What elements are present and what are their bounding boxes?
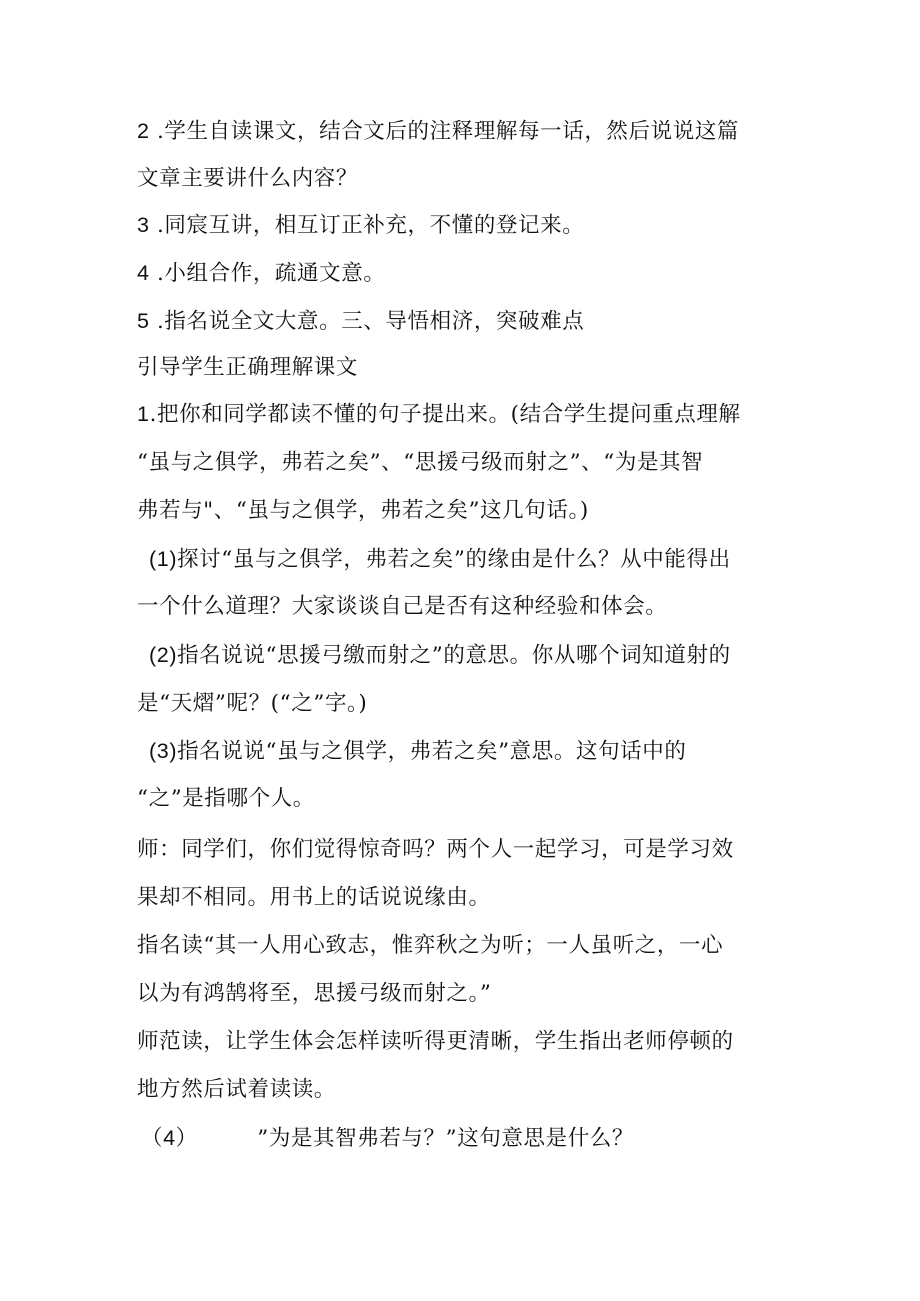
line-text: 一个什么道理？大家谈谈自己是否有这种经验和体会。: [137, 594, 668, 619]
paragraph-line: [137, 596, 667, 618]
paragraph-line: [137, 168, 358, 190]
paragraph-line: [137, 215, 584, 237]
line-text: .指名说全文大意。三、导悟相济，突破难点: [149, 309, 585, 334]
line-text: .同宸互讲，相互订正补充，不懂的登记来。: [149, 213, 585, 238]
line-text: 指名说说“思援弓缴而射之”的意思。你从哪个词知道射的: [177, 643, 731, 668]
item-number: 3: [137, 213, 150, 237]
line-text: 师：同学们，你们觉得惊奇吗？两个人一起学习，可是学习效: [137, 837, 734, 862]
item-number: (2): [149, 643, 178, 667]
paragraph-line: [137, 263, 385, 285]
paragraph-line: [149, 549, 731, 571]
item-number: 5: [137, 309, 150, 333]
paragraph-line: [149, 741, 686, 763]
line-text: “虽与之俱学，弗若之矣”、“思援弓级而射之”、“为是其智: [137, 450, 704, 475]
paragraph-line: [137, 839, 734, 861]
line-text: 探讨“虽与之俱学，弗若之矣”的缘由是什么？从中能得出: [177, 547, 731, 572]
line-text: 师范读，让学生体会怎样读听得更清晰，学生指出老师停顿的: [137, 1029, 734, 1054]
line-text: 果却不相同。用书上的话说说缘由。: [137, 885, 491, 910]
item-number: (1): [149, 547, 178, 571]
item-number: (3): [149, 739, 178, 763]
paragraph-line: [137, 404, 741, 426]
paragraph-line: [137, 887, 491, 909]
line-text: 文章主要讲什么内容？: [137, 166, 359, 191]
paragraph-line: [137, 693, 367, 715]
paragraph-line: [149, 645, 731, 667]
line-text: 指名说说“虽与之俱学，弗若之矣”意思。这句话中的: [177, 739, 687, 764]
line-text: 以为有鸿鹄将至，思援弓级而射之。”: [137, 981, 492, 1006]
line-text: .学生自读课文，结合文后的注释理解每一话，然后说说这篇: [149, 119, 740, 144]
paragraph-line: [137, 452, 703, 474]
line-text: 引导学生正确理解课文: [137, 355, 359, 380]
item-number: 4: [137, 261, 150, 285]
paragraph-line: [137, 1079, 336, 1101]
item-number: （4）: [141, 1126, 198, 1150]
line-text: .把你和同学都读不懂的句子提出来。(结合学生提问重点理解: [149, 402, 741, 427]
line-text: “之”是指哪个人。: [137, 786, 315, 811]
paragraph-line: [137, 500, 589, 522]
line-text: .小组合作，疏通文意。: [149, 261, 386, 286]
item-number: 1: [137, 402, 150, 426]
paragraph-line: [137, 311, 584, 333]
paragraph-line: [137, 935, 723, 957]
paragraph-line: [141, 1128, 634, 1150]
paragraph-line: [137, 121, 739, 143]
line-text: ”为是其智弗若与？”这句意思是什么？: [197, 1126, 635, 1151]
paragraph-line: [137, 788, 315, 810]
line-text: 地方然后试着读读。: [137, 1077, 336, 1102]
paragraph-line: [137, 357, 358, 379]
paragraph-line: [137, 983, 491, 1005]
paragraph-line: [137, 1031, 734, 1053]
item-number: 2: [137, 119, 150, 143]
line-text: 指名读“其一人用心致志，惟弈秋之为听；一人虽听之，一心: [137, 933, 724, 958]
line-text: 弗若与"、“虽与之俱学，弗若之矣”这几句话。): [137, 498, 589, 523]
line-text: 是“天熠”呢？(“之”字。): [137, 691, 368, 716]
